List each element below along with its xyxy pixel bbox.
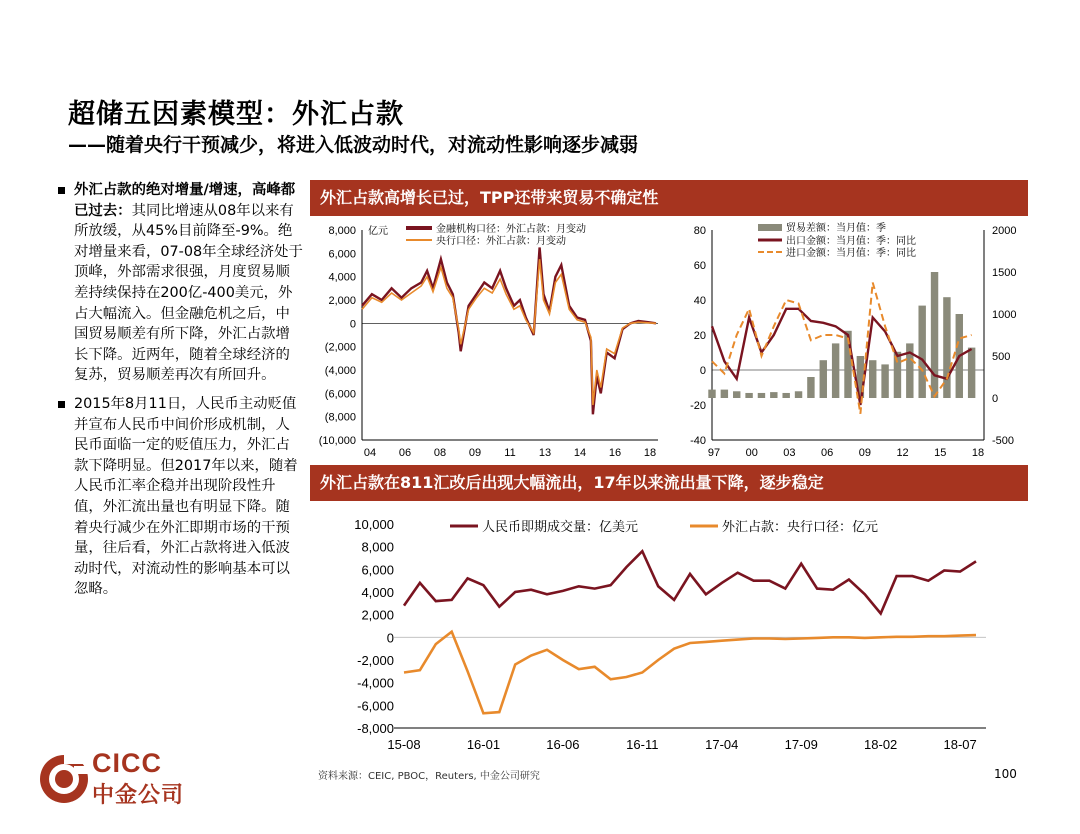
y-tick-label: 8,000 bbox=[361, 539, 394, 555]
spot-volume-line bbox=[404, 551, 976, 613]
top-panel-title: 外汇占款高增长已过，TPP还带来贸易不确定性 bbox=[310, 180, 1028, 216]
trade-balance-bar bbox=[733, 391, 740, 398]
trade-balance-bar bbox=[894, 352, 901, 398]
bullet-list bbox=[58, 180, 303, 608]
trade-balance-bar bbox=[931, 272, 938, 398]
y-right-tick-label: 1500 bbox=[992, 267, 1017, 279]
y-tick-label: 4,000 bbox=[328, 271, 356, 284]
x-tick-label: 06 bbox=[821, 447, 834, 459]
y-left-tick-label: 80 bbox=[693, 225, 706, 237]
x-tick-label: 15 bbox=[934, 447, 947, 459]
trade-balance-bar bbox=[758, 393, 765, 398]
x-tick-label: 18-02 bbox=[864, 737, 898, 752]
trade-balance-bar bbox=[968, 348, 975, 398]
trade-balance-bar bbox=[832, 343, 839, 398]
x-tick-label: 18 bbox=[971, 447, 985, 459]
series-line-central-bank bbox=[362, 259, 656, 405]
trade-balance-bar bbox=[708, 390, 715, 398]
y-tick-label: 8,000 bbox=[328, 225, 356, 237]
trade-balance-bar bbox=[807, 377, 814, 398]
y-tick-label: 0 bbox=[349, 318, 356, 331]
x-tick-label: 00 bbox=[745, 447, 758, 459]
y-left-tick-label: -40 bbox=[690, 435, 706, 447]
x-tick-label: 04 bbox=[363, 447, 377, 459]
page-number: 100 bbox=[994, 767, 1017, 781]
y-left-tick-label: 0 bbox=[699, 365, 706, 377]
x-tick-label: 18 bbox=[643, 447, 657, 459]
bullet-item bbox=[58, 394, 303, 600]
fx-reserve-line bbox=[404, 632, 976, 714]
x-tick-label: 18-07 bbox=[943, 737, 977, 752]
bullet-text: 2015年8月11日，人民币主动贬值并宣布人民币中间价形成机制，人民币面临一定的贬值压力，外汇占款下降明显。但2017年以来，随着人民币汇率企稳并出现阶段性升值，外汇流出量也有明显下降。随着央行减少在外汇即期市场的干预量，往后看，外汇占款将进入低波动时代，对流动性的影响基本可以忽略。 bbox=[74, 395, 298, 598]
y-left-tick-label: -20 bbox=[690, 400, 706, 412]
legend-label: 人民币即期成交量：亿美元 bbox=[482, 519, 639, 534]
legend-label: 金融机构口径：外汇占款：月变动 bbox=[436, 224, 586, 235]
x-tick-label: 15-08 bbox=[387, 737, 421, 752]
y-tick-label: 4,000 bbox=[361, 585, 394, 600]
x-tick-label: 16-06 bbox=[546, 737, 580, 752]
x-tick-label: 13 bbox=[538, 447, 552, 459]
trade-balance-bar bbox=[782, 393, 789, 398]
bullet-square-icon bbox=[58, 401, 65, 408]
x-tick-label: 17-09 bbox=[784, 737, 818, 752]
y-left-tick-label: 60 bbox=[693, 260, 706, 272]
unit-label: 亿元 bbox=[368, 226, 388, 237]
y-tick-label: 2,000 bbox=[328, 295, 356, 307]
x-tick-label: 17-04 bbox=[705, 737, 739, 752]
y-tick-label: (10,000 bbox=[318, 435, 356, 447]
legend-label: 外汇占款：央行口径：亿元 bbox=[722, 519, 879, 534]
page-title: 超储五因素模型：外汇占款 bbox=[68, 99, 404, 130]
trade-balance-bar bbox=[918, 306, 925, 398]
y-right-tick-label: 0 bbox=[992, 393, 999, 405]
legend-label: 贸易差额：当月值：季 bbox=[786, 223, 886, 234]
y-tick-label: -6,000 bbox=[357, 698, 394, 714]
series-line-financial-institutions bbox=[362, 248, 656, 415]
x-tick-label: 06 bbox=[398, 447, 412, 459]
page-subtitle: ——随着央行干预减少，将进入低波动时代，对流动性影响逐步减弱 bbox=[68, 134, 639, 156]
bottom-panel-title: 外汇占款在811汇改后出现大幅流出，17年以来流出量下降，逐步稳定 bbox=[310, 465, 1028, 501]
y-tick-label: 0 bbox=[386, 630, 394, 646]
x-tick-label: 16-01 bbox=[466, 737, 501, 752]
trade-balance-bar bbox=[820, 360, 827, 398]
trade-balance-bar bbox=[795, 391, 802, 398]
y-right-tick-label: -500 bbox=[992, 435, 1015, 447]
legend-label: 央行口径：外汇占款：月变动 bbox=[436, 236, 566, 247]
x-tick-label: 09 bbox=[858, 447, 871, 459]
x-tick-label: 03 bbox=[783, 447, 796, 459]
y-tick-label: (6,000 bbox=[324, 388, 356, 401]
bullet-heading: 外汇占款的绝对增量/增速，高峰都已过去： bbox=[74, 182, 296, 219]
y-tick-label: -2,000 bbox=[357, 653, 394, 668]
x-tick-label: 09 bbox=[468, 447, 482, 459]
y-left-tick-label: 40 bbox=[693, 295, 706, 307]
trade-balance-bar bbox=[770, 392, 777, 398]
trade-balance-bar bbox=[869, 360, 876, 398]
y-left-tick-label: 20 bbox=[693, 330, 706, 342]
x-tick-label: 14 bbox=[573, 447, 587, 459]
x-tick-label: 08 bbox=[433, 447, 447, 459]
legend-label: 出口金额：当月值：季：同比 bbox=[786, 236, 916, 247]
logo-text-cn: 中金公司 bbox=[92, 783, 185, 808]
trade-balance-chart bbox=[672, 216, 1030, 460]
bullet-item bbox=[58, 180, 303, 386]
x-tick-label: 12 bbox=[896, 447, 909, 459]
y-tick-label: -4,000 bbox=[357, 675, 394, 691]
x-tick-label: 11 bbox=[504, 447, 516, 459]
x-tick-label: 97 bbox=[707, 447, 721, 459]
y-right-tick-label: 2000 bbox=[992, 225, 1017, 237]
y-tick-label: 10,000 bbox=[354, 517, 394, 532]
trade-balance-bar bbox=[745, 393, 752, 398]
y-tick-label: 6,000 bbox=[361, 562, 394, 578]
y-tick-label: -8,000 bbox=[357, 721, 394, 736]
x-tick-label: 16-11 bbox=[626, 737, 659, 752]
y-tick-label: (4,000 bbox=[324, 365, 356, 377]
spot-volume-fx-chart bbox=[310, 502, 1020, 760]
y-right-tick-label: 500 bbox=[992, 351, 1011, 363]
logo-text-en: CICC bbox=[92, 748, 162, 778]
legend-label: 进口金额：当月值：季：同比 bbox=[786, 248, 916, 259]
fx-monthly-change-chart bbox=[310, 216, 665, 460]
y-right-tick-label: 1000 bbox=[992, 309, 1017, 321]
source-note: 资料来源：CEIC, PBOC，Reuters, 中金公司研究 bbox=[318, 771, 540, 782]
y-tick-label: (2,000 bbox=[324, 341, 356, 354]
trade-balance-bar bbox=[721, 390, 728, 398]
legend-swatch bbox=[758, 224, 782, 231]
x-tick-label: 16 bbox=[608, 447, 622, 459]
trade-balance-bar bbox=[881, 364, 888, 398]
y-tick-label: 2,000 bbox=[361, 607, 394, 623]
bullet-square-icon bbox=[58, 187, 65, 194]
bullet-text: 其同比增速从08年以来有所放缓，从45%目前降至-9%。绝对增量来看，07-08年全球经济处于顶峰，外部需求很强，月度贸易顺差持续保持在200亿-400美元，外占大幅流入。但金融危机之后，中国贸易顺差有所下降，外汇占款增长下降。近两年，随着全球经济的复苏，贸易顺差再次有所回升。 bbox=[74, 202, 303, 384]
y-tick-label: 6,000 bbox=[328, 248, 356, 261]
cicc-logo-icon bbox=[38, 748, 92, 810]
y-tick-label: (8,000 bbox=[324, 411, 356, 424]
